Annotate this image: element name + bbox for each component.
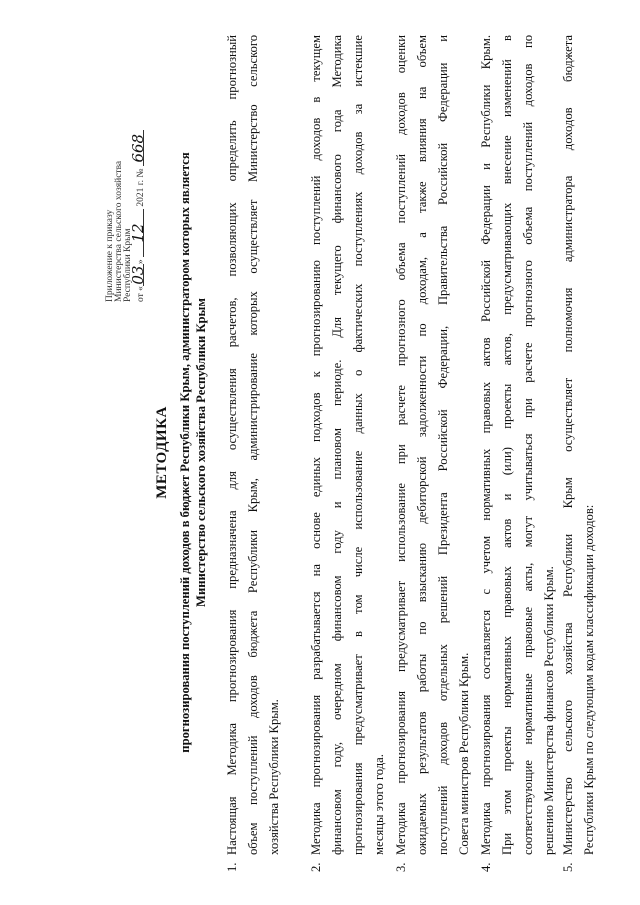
appendix-date-line — [129, 130, 147, 302]
paragraph-number: 4. — [479, 862, 493, 872]
paragraph-line: Настоящая Методика прогнозирования предназначена для осуществления расчетов, позволяющих определить прогнозный — [225, 35, 239, 855]
handwritten-day: 03 — [129, 265, 147, 285]
paragraph-line: соответствующие нормативные правовые акты, могут учитываться при расчете прогнозного объема поступлений доходов по — [521, 35, 535, 855]
handwritten-number: 668 — [133, 130, 144, 166]
paragraph-line: ожидаемых результатов работы по взысканию дебиторской задолженности по доходам, а также влияния на объем — [415, 35, 429, 855]
numbered-paragraph — [476, 35, 560, 872]
paragraph-line: месяцы этого года. — [372, 754, 386, 855]
date-prefix: от « — [136, 286, 146, 302]
appendix-line: Республики Крым — [123, 228, 133, 302]
paragraph-line: прогнозирования предусматривает в том числе использование данных о фактических поступлениях доходов за истекшие — [351, 35, 365, 855]
document-subtitle: Министерство сельского хозяйства Республики Крым — [194, 298, 208, 607]
paragraph-line: финансовом году, очередном финансовом году и плановом периоде. Для текущего финансового года Методика — [330, 35, 344, 855]
paragraph-line: хозяйства Республики Крым. — [267, 699, 281, 855]
paragraph-line: Совета министров Республики Крым. — [457, 652, 471, 855]
numbered-paragraph — [558, 35, 600, 872]
paragraph-number: 5. — [561, 862, 575, 872]
paragraph-line: объем поступлений доходов бюджета Республики Крым, администрирование которых осуществляет Министерство сельского — [246, 35, 260, 855]
numbered-paragraph — [391, 35, 475, 872]
paragraph-line: Методика прогнозирования предусматривает использование при расчете прогнозного объема поступлений доходов оценки — [394, 35, 408, 855]
appendix-note — [106, 130, 146, 302]
paragraph-number: 1. — [225, 862, 239, 872]
appendix-line: Министерства сельского хозяйства — [114, 160, 124, 302]
numbered-paragraph — [222, 35, 285, 872]
date-mid: » — [136, 259, 146, 265]
paragraph-line: поступлений доходов отдельных решений Президента Российской Федерации, Правительства Российской Федерации и — [436, 35, 450, 855]
paragraph-line: Республики Крым по следующим кодам классификации доходов: — [582, 504, 596, 855]
paragraph-line: решению Министерства финансов Республики Крым. — [542, 566, 556, 855]
paragraph-number: 3. — [394, 862, 408, 872]
date-year: 2021 г. № — [136, 168, 146, 207]
paragraph-line: При этом проекты нормативных правовых актов и (или) проекты актов, предусматривающих внесение изменений в — [500, 35, 514, 855]
document-subtitle: прогнозирования поступлений доходов в бюджет Республики Крым, администратором которых является — [178, 152, 192, 753]
handwritten-month: 12 — [133, 209, 144, 257]
appendix-line: Приложение к приказу — [105, 209, 115, 302]
paragraph-number: 2. — [309, 862, 323, 872]
paragraph-line: Методика прогнозирования разрабатывается на основе единых подходов к прогнозированию поступлений доходов в текущем — [309, 35, 323, 855]
document-title: МЕТОДИКА — [154, 406, 170, 499]
paragraph-line: Министерство сельского хозяйства Республики Крым осуществляет полномочия администратора доходов бюджета — [561, 35, 575, 855]
numbered-paragraph — [306, 35, 390, 872]
paragraph-line: Методика прогнозирования составляется с учетом нормативных правовых актов Российской Федерации и Республики Крым. — [479, 35, 493, 855]
